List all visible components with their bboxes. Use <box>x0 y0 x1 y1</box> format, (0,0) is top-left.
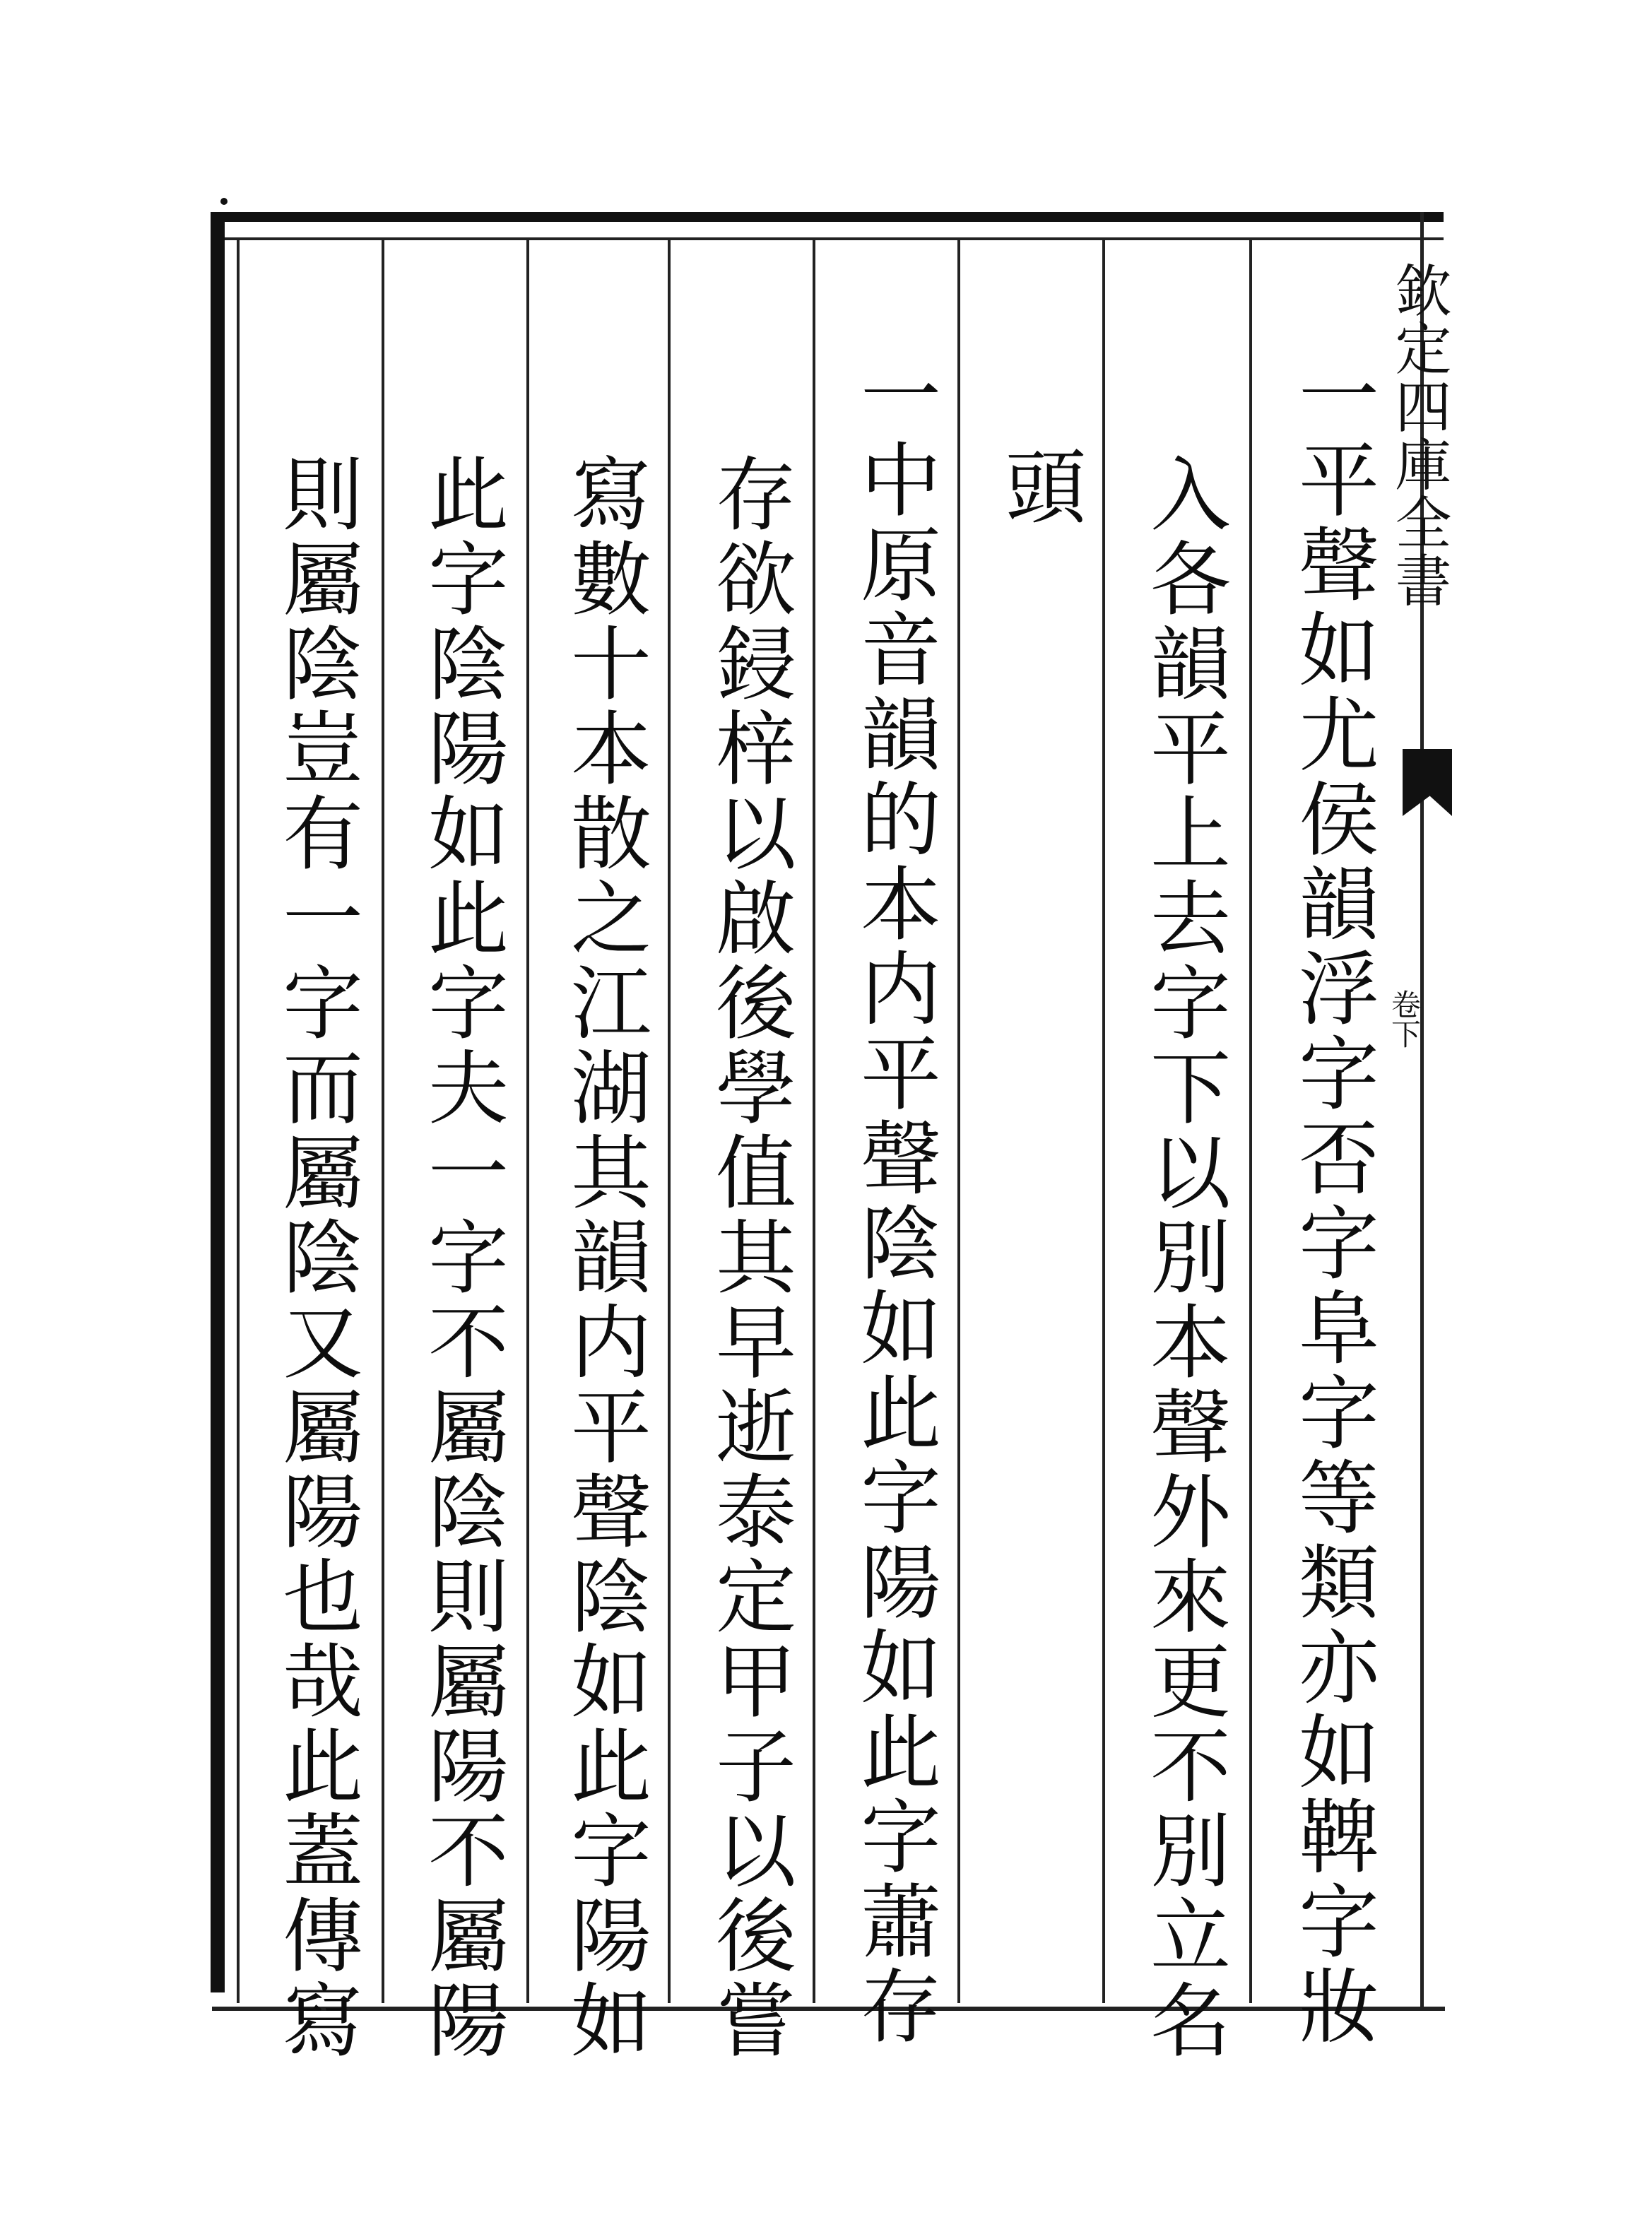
frame-bottom-border <box>212 2007 1445 2011</box>
text-column-2: 入各韻平上去字下以別本聲外來更不別立名 <box>1137 452 1231 2063</box>
column-rule <box>1102 240 1105 2003</box>
column-rule <box>813 240 815 2003</box>
fish-tail-mark <box>1403 749 1452 816</box>
column-rule <box>957 240 960 2003</box>
ink-dot <box>220 198 228 205</box>
column-rule <box>382 240 384 2003</box>
column-rule <box>526 240 529 2003</box>
text-column-1: 一平聲如尤侯韻浮字否字阜字等類亦如鞞字妝 <box>1285 353 1379 2049</box>
column-rule <box>668 240 671 2003</box>
text-column-4: 一中原音韻的本内平聲陰如此字陽如此字蕭存 <box>847 353 941 2049</box>
juan-label: 卷下 <box>1387 989 1422 1049</box>
column-rule <box>1249 240 1252 2003</box>
margin-title: 欽定四庫全書 <box>1386 261 1451 609</box>
text-column-7: 此字陰陽如此字夫一字不屬陰則屬陽不屬陽 <box>415 452 509 2063</box>
frame-top-border <box>225 212 1444 222</box>
text-column-6: 寫數十本散之江湖其韻内平聲陰如此字陽如 <box>557 452 651 2063</box>
text-column-3: 頭 <box>992 445 1086 530</box>
text-column-8: 則屬陰豈有一字而屬陰又屬陽也哉此蓋傳寫 <box>269 452 363 2063</box>
frame-inner-border <box>225 237 1444 240</box>
column-rule <box>237 240 240 2003</box>
text-column-5: 存欲鋟梓以啟後學值其早逝泰定甲子以後嘗 <box>702 452 796 2063</box>
frame-left-border <box>211 212 225 1992</box>
